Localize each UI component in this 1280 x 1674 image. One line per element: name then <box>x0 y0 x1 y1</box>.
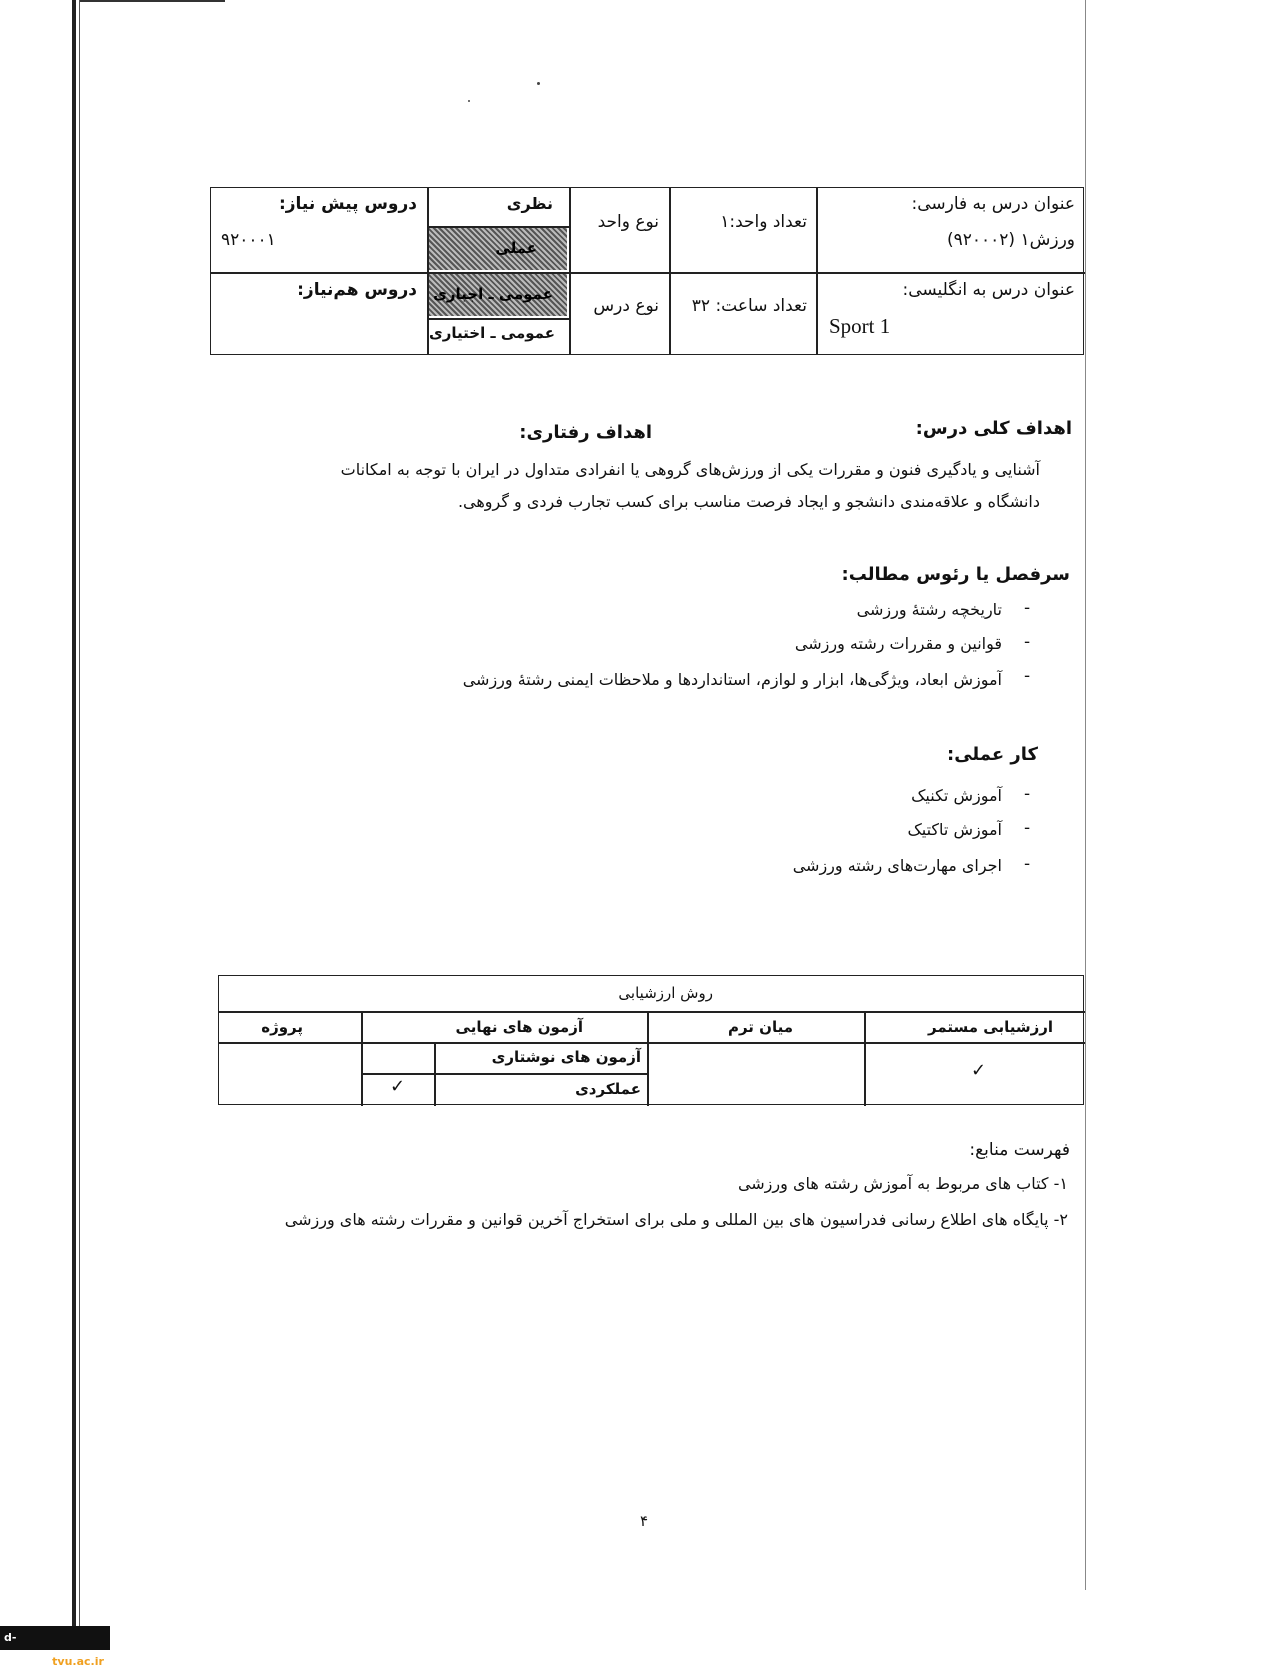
check-mark-performance: ✓ <box>390 1076 406 1097</box>
scan-binding-edge <box>72 0 76 1650</box>
course-type-required-hatched <box>429 274 567 316</box>
page-number: ۴ <box>640 1512 649 1530</box>
row-written-exams: آزمون های نوشتاری <box>491 1048 641 1066</box>
scan-top-rule <box>80 0 225 2</box>
table-divider <box>211 272 1085 274</box>
units-count: تعداد واحد:۱ <box>720 212 807 232</box>
scan-right-rule <box>1085 0 1086 1590</box>
table-divider <box>669 188 671 354</box>
evaluation-title: روش ارزشیابی <box>618 984 713 1002</box>
scan-speck <box>468 100 470 102</box>
course-title-en-value: Sport 1 <box>829 314 891 338</box>
row-performance: عملکردی <box>575 1080 641 1098</box>
course-title-fa-value: ورزش۱ (۹۲۰۰۰۲) <box>946 230 1075 250</box>
scan-speck <box>537 82 540 85</box>
objectives-line-1: آشنایی و یادگیری فنون و مقررات یکی از ورزش‌های گروهی یا انفرادی متداول در ایران با توجه به امکانات <box>340 460 1040 479</box>
table-divider <box>816 188 818 354</box>
table-divider <box>361 1073 647 1075</box>
general-objectives-heading: اهداف کلی درس: <box>915 418 1072 439</box>
course-title-fa-label: عنوان درس به فارسی: <box>911 194 1075 214</box>
prerequisite-label: دروس پیش نیاز: <box>278 194 417 214</box>
prerequisite-value: ۹۲۰۰۰۱ <box>221 230 276 250</box>
practical-heading: کار عملی: <box>947 744 1038 765</box>
bullet-dash: - <box>1024 632 1031 652</box>
table-divider <box>219 1011 1085 1013</box>
col-final-header: آزمون های نهایی <box>455 1018 583 1036</box>
practical-item-1: آموزش تکنیک <box>911 786 1002 805</box>
table-divider <box>427 318 569 320</box>
topic-item-2: قوانین و مقررات رشته ورزشی <box>794 634 1002 653</box>
objectives-line-2: دانشگاه و علاقه‌مندی دانشجو و ایجاد فرصت مناسب برای کسب تجارب فردی و گروهی. <box>457 492 1040 511</box>
watermark-accent: tvu.ac.ir <box>52 1655 104 1668</box>
references-heading: فهرست منابع: <box>969 1140 1070 1160</box>
table-divider <box>434 1042 436 1106</box>
course-type-general-required: عمومی ـ اجباری <box>433 285 553 303</box>
course-info-table <box>210 187 1084 355</box>
bullet-dash: - <box>1024 666 1031 686</box>
col-continuous-header: ارزشیابی مستمر <box>927 1018 1053 1036</box>
corequisite-label: دروس هم‌نیاز: <box>297 280 417 300</box>
col-project-header: پروژه <box>261 1018 303 1036</box>
table-divider <box>219 1042 1085 1044</box>
scan-binding-edge-inner <box>79 0 80 1650</box>
course-type-general-elective: عمومی ـ اختیاری <box>429 324 555 342</box>
bullet-dash: - <box>1024 784 1031 804</box>
bullet-dash: - <box>1024 854 1031 874</box>
table-divider <box>361 1011 363 1106</box>
hours-count: تعداد ساعت: ۳۲ <box>691 296 807 316</box>
topics-heading: سرفصل یا رئوس مطالب: <box>841 564 1070 585</box>
topic-item-3: آموزش ابعاد، ویژگی‌ها، ابزار و لوازم، استانداردها و ملاحظات ایمنی رشتهٔ ورزشی <box>462 670 1002 689</box>
watermark-stamp <box>0 1626 110 1668</box>
table-divider <box>864 1011 866 1106</box>
evaluation-table <box>218 975 1084 1105</box>
table-divider <box>647 1011 649 1106</box>
course-type-label: نوع درس <box>593 296 659 316</box>
topic-item-1: تاریخچه رشتهٔ ورزشی <box>856 600 1002 619</box>
check-mark-continuous: ✓ <box>971 1060 987 1081</box>
watermark-prefix: d-birjand. <box>4 1631 53 1668</box>
unit-type-label: نوع واحد <box>597 212 659 232</box>
col-midterm-header: میان ترم <box>727 1018 793 1036</box>
reference-item-2: ۲- پایگاه های اطلاع رسانی فدراسیون های بین المللی و ملی برای استخراج آخرین قوانین و مقررات رشته های ورزشی <box>284 1210 1068 1229</box>
behavioral-objectives-heading: اهداف رفتاری: <box>519 422 652 443</box>
reference-item-1: ۱- کتاب های مربوط به آموزش رشته های ورزشی <box>737 1174 1068 1193</box>
unit-type-practical-hatched <box>429 228 567 270</box>
bullet-dash: - <box>1024 598 1031 618</box>
practical-item-2: آموزش تاکتیک <box>907 820 1002 839</box>
practical-item-3: اجرای مهارت‌های رشته ورزشی <box>792 856 1002 875</box>
course-title-en-label: عنوان درس به انگلیسی: <box>902 280 1075 300</box>
unit-type-theory: نظری <box>506 194 553 213</box>
table-divider <box>569 188 571 354</box>
bullet-dash: - <box>1024 818 1031 838</box>
unit-type-practical: عملی <box>495 239 537 257</box>
